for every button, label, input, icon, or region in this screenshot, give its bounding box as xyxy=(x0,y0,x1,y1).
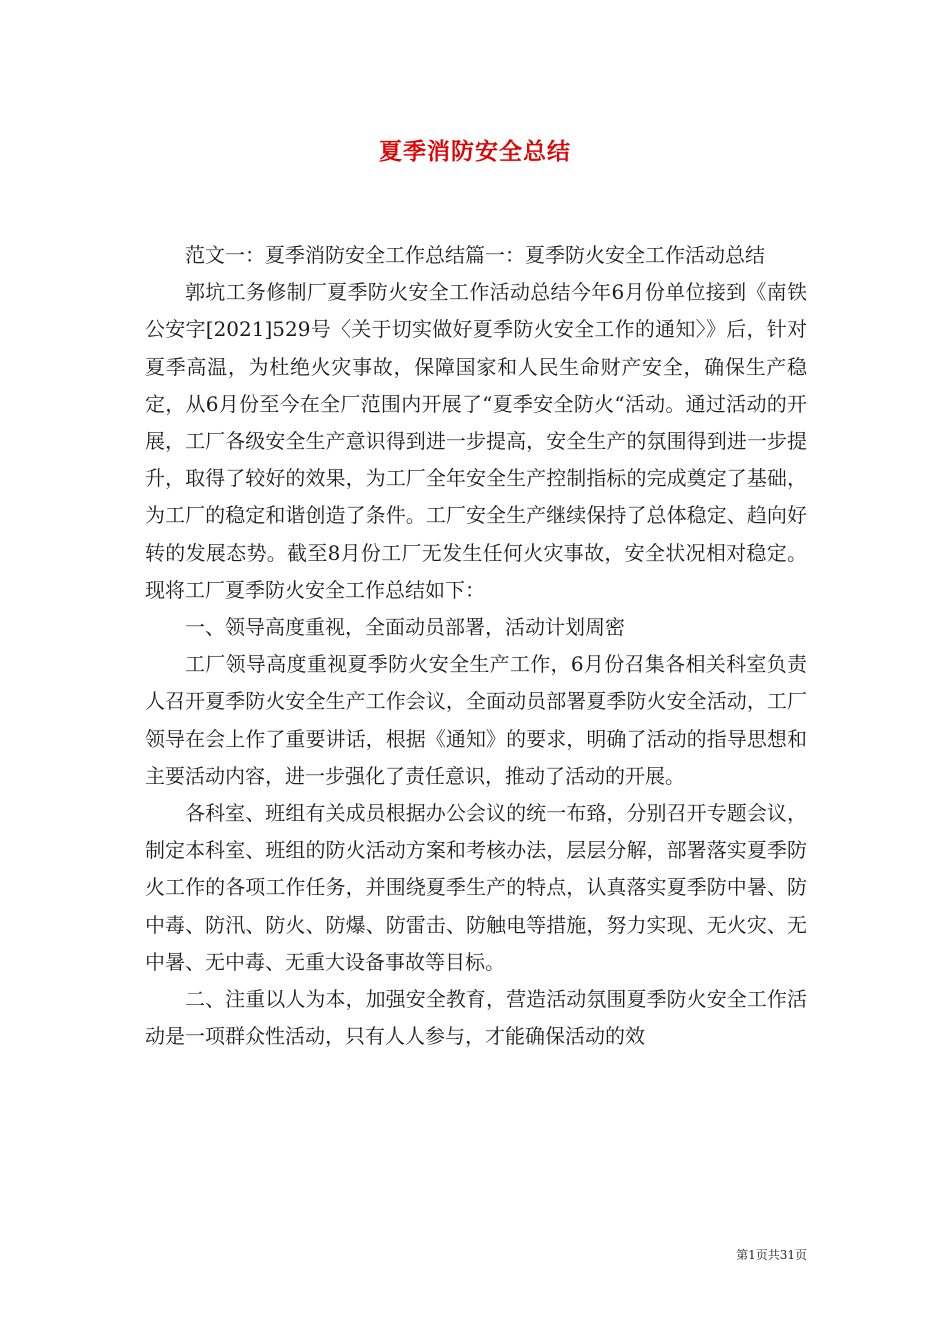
paragraph-leadership: 工厂领导高度重视夏季防火安全生产工作，6月份召集各相关科室负责人召开夏季防火安全生产工作会议，全面动员部署夏季防火安全活动，工厂领导在会上作了重要讲话，根据《通知》的要求，明确了活动的指导思想和主要活动内容，进一步强化了责任意识，推动了活动的开展。 xyxy=(145,652,807,788)
paragraph-departments: 各科室、班组有关成员根据办公会议的统一布臵，分别召开专题会议，制定本科室、班组的防火活动方案和考核办法，层层分解，部署落实夏季防火工作的各项工作任务，并围绕夏季生产的特点，认真落实夏季防中暑、防中毒、防汛、防火、防爆、防雷击、防触电等措施，努力实现、无火灾、无中暑、无中毒、无重大设备事故等目标。 xyxy=(145,801,807,974)
paragraph-heading: 范文一：夏季消防安全工作总结篇一：夏季防火安全工作活动总结 xyxy=(185,243,765,267)
paragraph-section-two: 二、注重以人为本，加强安全教育，营造活动氛围夏季防火安全工作活动是一项群众性活动，只有人人参与，才能确保活动的效 xyxy=(145,987,807,1049)
paragraph-intro: 郭坑工务修制厂夏季防火安全工作活动总结今年6月份单位接到《南铁公安字[2021]529号〈关于切实做好夏季防火安全工作的通知〉》后，针对夏季高温，为杜绝火灾事故，保障国家和人民生命财产安全，确保生产稳定，从6月份至今在全厂范围内开展了“夏季安全防火“活动。通过活动的开展，工厂各级安全生产意识得到进一步提高，安全生产的氛围得到进一步提升，取得了较好的效果，为工厂全年安全生产控制指标的完成奠定了基础，为工厂的稳定和谐创造了条件。工厂安全生产继续保持了总体稳定、趋向好转的发展态势。截至8月份工厂无发生任何火灾事故，安全状况相对稳定。现将工厂夏季防火安全工作总结如下： xyxy=(145,280,807,602)
document-body xyxy=(145,237,807,1055)
section-heading-one: 一、领导高度重视，全面动员部署，活动计划周密 xyxy=(185,615,625,640)
page-number: 第1页共31页 xyxy=(736,1248,807,1262)
document-title: 夏季消防安全总结 xyxy=(379,139,571,165)
